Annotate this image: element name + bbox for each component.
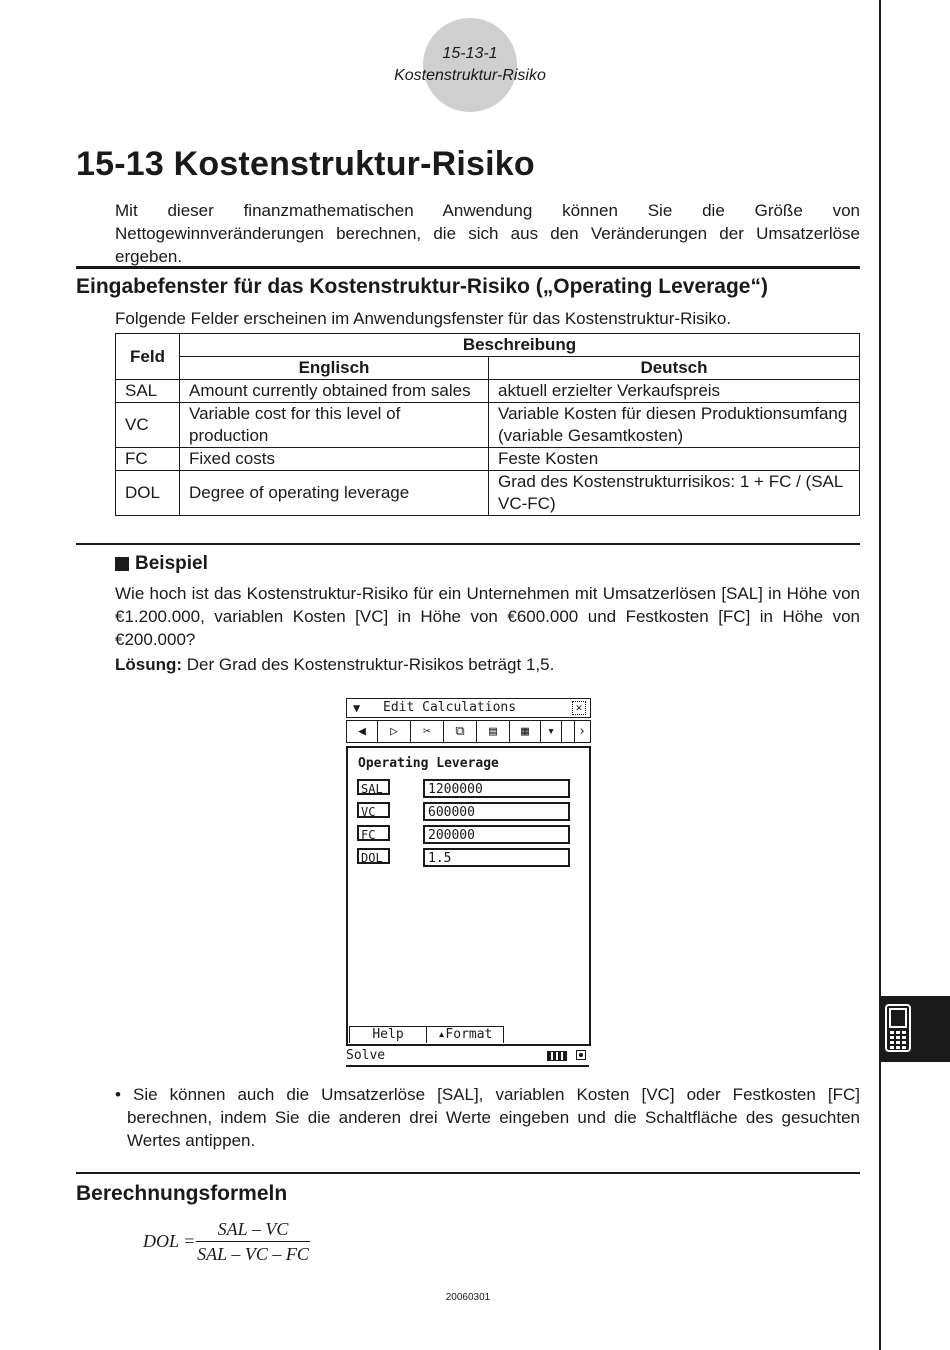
german-cell: Variable Kosten für diesen Produktionsumfang (variable Gesamtkosten) <box>489 403 860 448</box>
example-heading-label: Beispiel <box>135 553 208 574</box>
input-section-heading: Eingabefenster für das Kostenstruktur-Risiko („Operating Leverage“) <box>76 275 768 298</box>
sal-button[interactable]: SAL <box>357 779 390 795</box>
example-question: Wie hoch ist das Kostenstruktur-Risiko für ein Unternehmen mit Umsatzerlösen [SAL] in Höhe von €1.200.000, variablen Kosten [VC] in Höhe von €600.000 und Festkosten [FC] in Höhe von €200.000? <box>115 584 860 649</box>
chapter-tab <box>881 996 950 1062</box>
status-text: Solve <box>346 1048 386 1063</box>
fraction-bar <box>196 1241 310 1242</box>
field-cell: FC <box>116 448 180 471</box>
back-arrow-icon[interactable]: ◀ <box>347 721 378 742</box>
example-rule <box>76 543 860 545</box>
close-icon[interactable]: ✕ <box>572 701 586 715</box>
menu-bar <box>346 698 591 718</box>
vc-input[interactable]: 600000 <box>423 802 570 821</box>
table-row <box>116 448 860 471</box>
formula-denominator: SAL – VC – FC <box>197 1244 309 1264</box>
input-section-text: Folgende Felder erscheinen im Anwendungsfenster für das Kostenstruktur-Risiko. <box>115 309 732 328</box>
col-german-header: Deutsch <box>489 357 860 380</box>
german-cell: Grad des Kostenstrukturrisikos: 1 + FC / (SAL VC-FC) <box>489 471 860 516</box>
intro-text: Mit dieser finanzmathematischen Anwendung können Sie die Größe von Nettogewinnveränderungen berechnen, die sich aus den Veränderungen der Umsatzerlöse ergeben. <box>115 201 860 266</box>
dol-input[interactable]: 1.5 <box>423 848 570 867</box>
status-toggle-icon[interactable] <box>576 1050 586 1060</box>
german-cell: aktuell erzielter Verkaufspreis <box>489 380 860 403</box>
app-window <box>346 746 591 1046</box>
format-menu[interactable]: ▴Format <box>426 1026 504 1043</box>
status-bar <box>346 1048 589 1067</box>
fc-button[interactable]: FC <box>357 825 390 841</box>
battery-icon <box>547 1051 567 1061</box>
scroll-right-icon[interactable]: › <box>574 721 589 742</box>
menu-chevron-icon[interactable]: ▼ <box>353 701 361 715</box>
page-number: 15-13-1 <box>442 45 498 62</box>
english-cell: Fixed costs <box>180 448 489 471</box>
field-cell: VC <box>116 403 180 448</box>
vc-button[interactable]: VC <box>357 802 390 818</box>
section-rule <box>76 266 860 269</box>
help-menu[interactable]: Help <box>349 1026 427 1043</box>
page-number-badge <box>423 18 517 112</box>
toolbar <box>346 720 591 743</box>
col-description-header: Beschreibung <box>180 334 860 357</box>
note-text: • Sie können auch die Umsatzerlöse [SAL], variablen Kosten [VC] oder Festkosten [FC] berechnen, indem Sie die anderen drei Werte eingeben und die Schaltfläche des gesuchten Wertes antippen. <box>115 1085 860 1150</box>
fields-table <box>115 333 860 516</box>
example-solution <box>115 653 860 676</box>
dropdown-arrow-icon[interactable]: ▾ <box>541 721 562 742</box>
english-cell: Amount currently obtained from sales <box>180 380 489 403</box>
formula-rule <box>76 1172 860 1174</box>
cut-icon[interactable]: ✂ <box>411 721 444 742</box>
table-row <box>116 380 860 403</box>
play-icon[interactable]: ▷ <box>378 721 411 742</box>
table-row <box>116 403 860 448</box>
calculator-screen <box>346 698 591 1068</box>
paste-icon[interactable]: ▤ <box>477 721 510 742</box>
formula-heading: Berechnungsformeln <box>76 1182 288 1205</box>
formula-lhs: DOL = <box>143 1231 196 1251</box>
field-cell: SAL <box>116 380 180 403</box>
keyboard-icon[interactable]: ▦ <box>510 721 541 742</box>
example-heading <box>115 553 208 575</box>
sal-input[interactable]: 1200000 <box>423 779 570 798</box>
screen-title: Operating Leverage <box>358 756 499 771</box>
col-field-header: Feld <box>116 334 180 380</box>
footer-code: 20060301 <box>445 1292 491 1303</box>
field-cell: DOL <box>116 471 180 516</box>
dol-button[interactable]: DOL <box>357 848 390 864</box>
page-title: 15-13 Kostenstruktur-Risiko <box>76 145 535 183</box>
formula-numerator: SAL – VC <box>217 1219 289 1239</box>
col-english-header: Englisch <box>180 357 489 380</box>
english-cell: Variable cost for this level of production <box>180 403 489 448</box>
copy-icon[interactable]: ⧉ <box>444 721 477 742</box>
right-margin-line <box>879 0 881 1350</box>
calculator-icon <box>885 1004 911 1052</box>
solution-label: Lösung: <box>115 655 183 674</box>
table-row <box>116 471 860 516</box>
english-cell: Degree of operating leverage <box>180 471 489 516</box>
fc-input[interactable]: 200000 <box>423 825 570 844</box>
running-header: Kostenstruktur-Risiko <box>394 67 546 84</box>
solution-text: Der Grad des Kostenstruktur-Risikos beträgt 1,5. <box>182 655 555 674</box>
german-cell: Feste Kosten <box>489 448 860 471</box>
menu-title[interactable]: Edit Calculations <box>383 700 517 715</box>
square-bullet-icon <box>115 557 129 571</box>
